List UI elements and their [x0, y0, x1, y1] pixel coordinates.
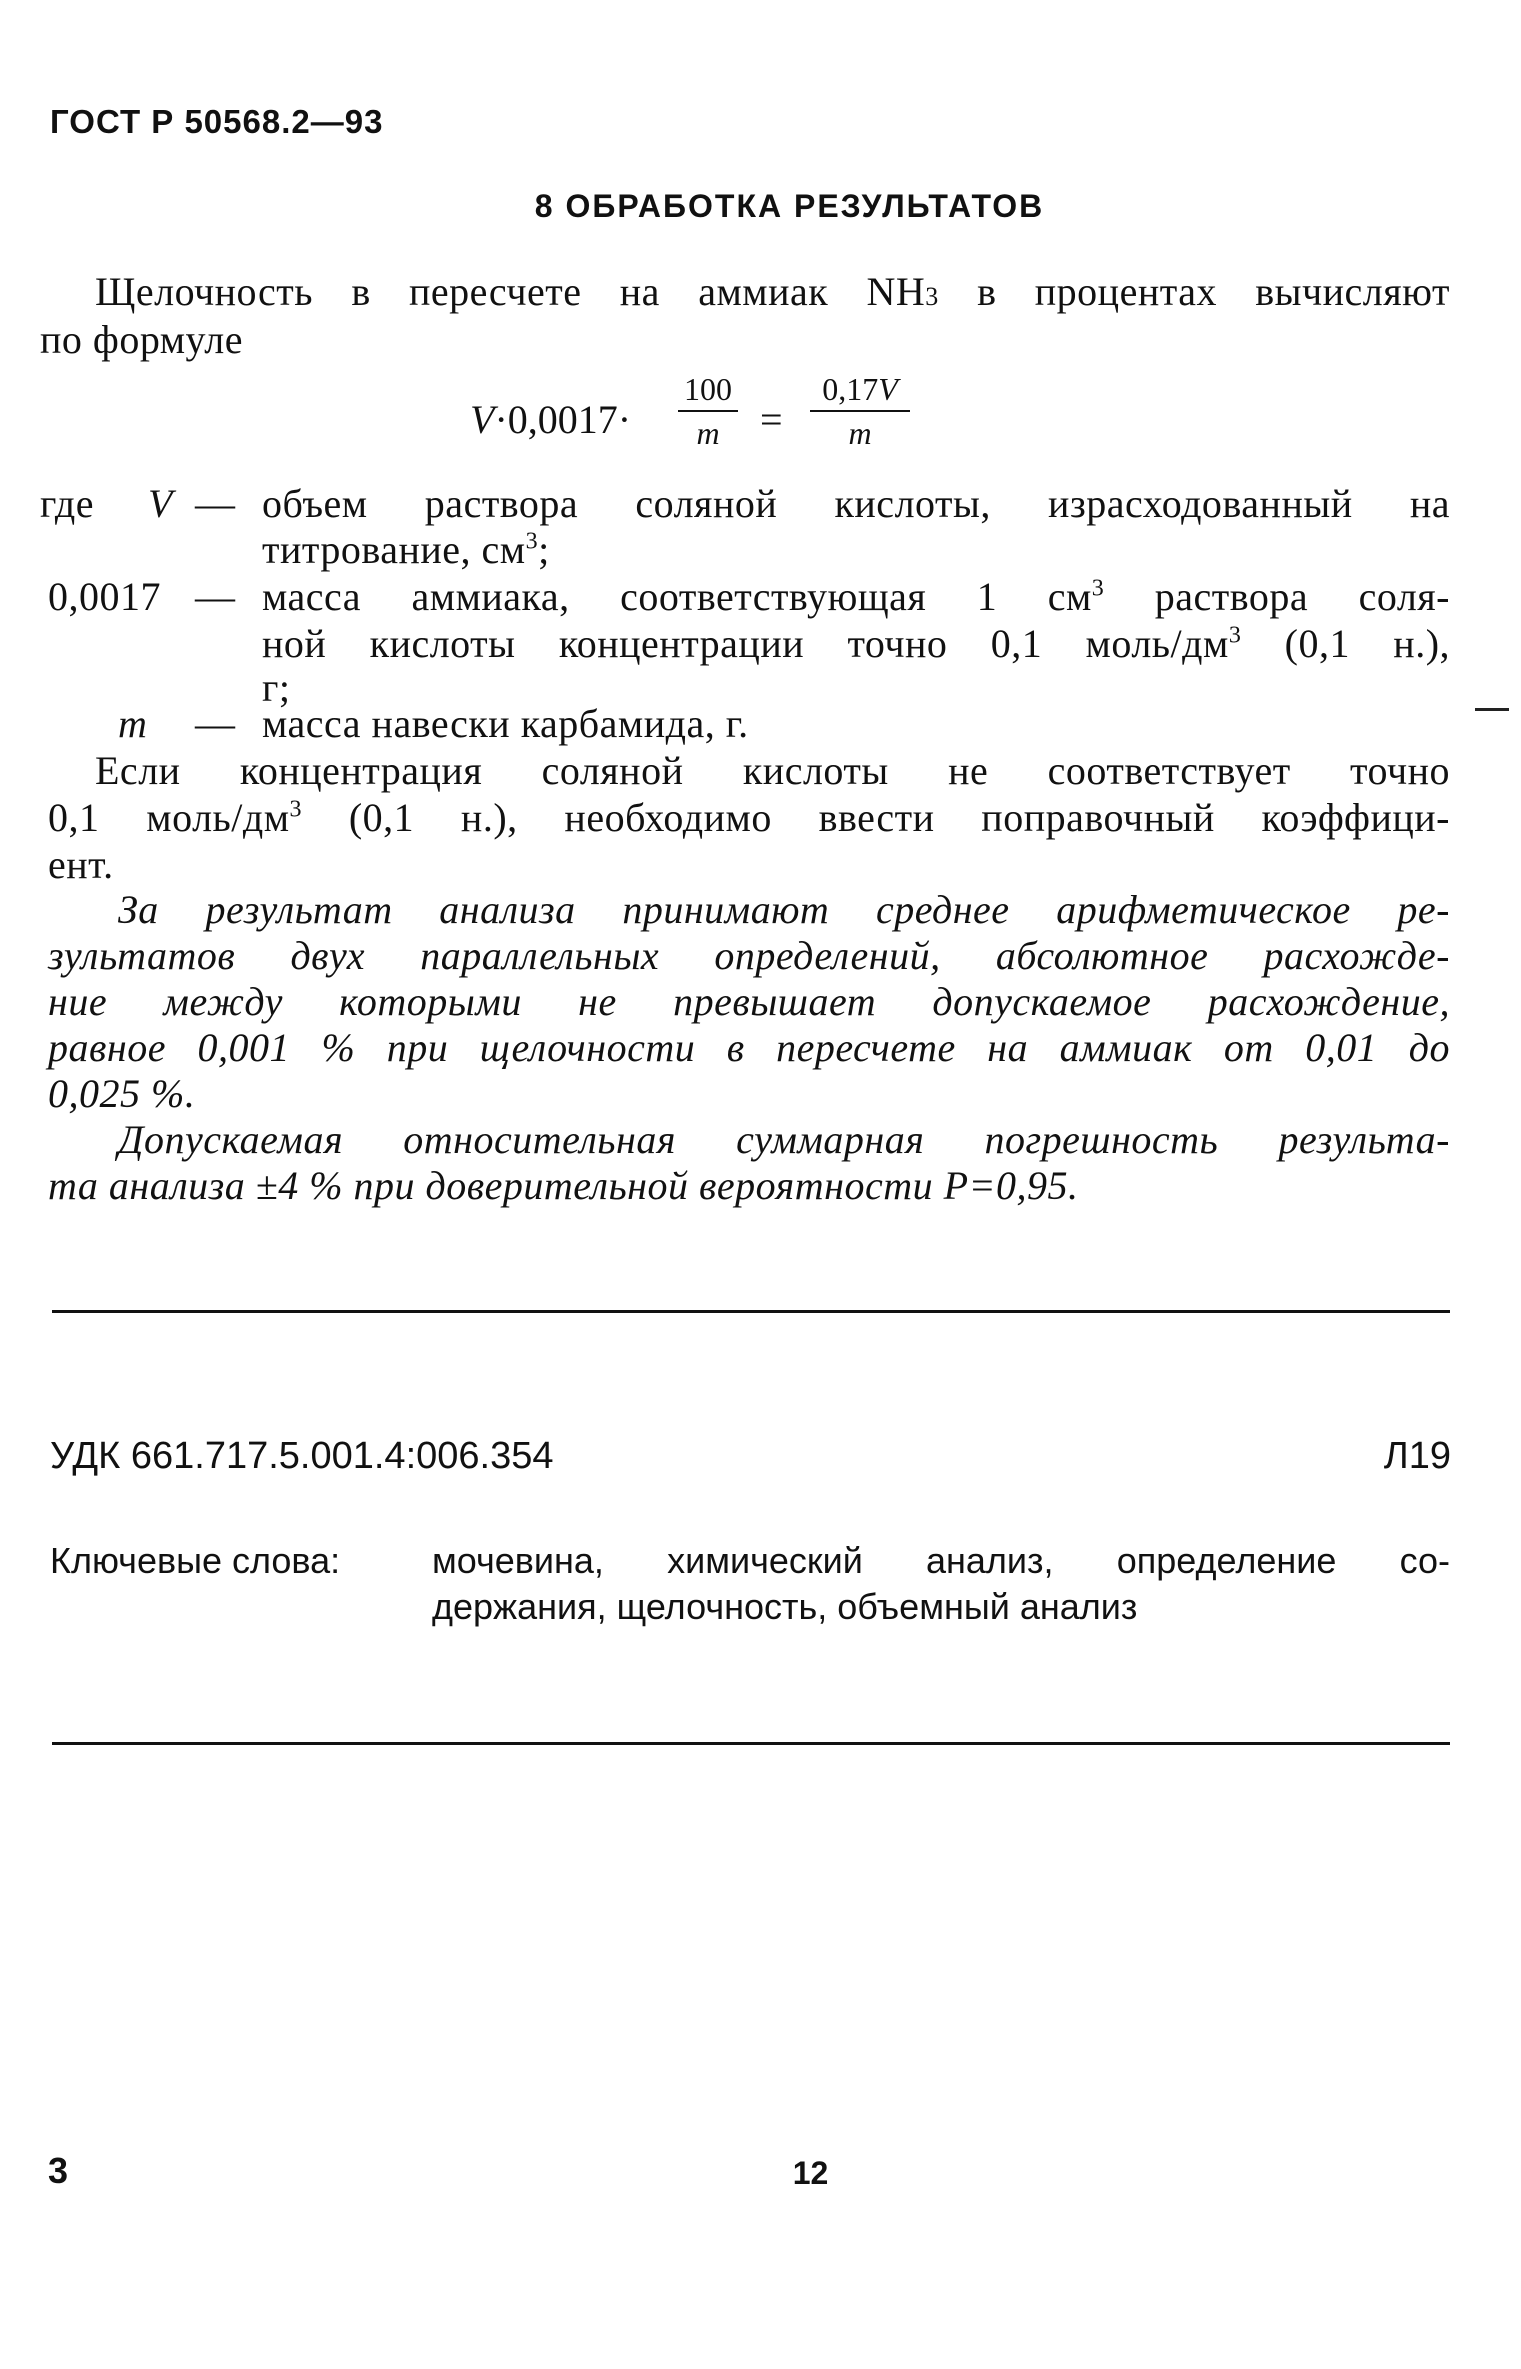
- result-line-1: За результат анализа принимают среднее арифметическое ре-: [118, 887, 1450, 932]
- udk-code: УДК 661.717.5.001.4:006.354: [50, 1435, 554, 1477]
- v-definition-line-1: объем раствора соляной кислоты, израсходованный на: [262, 481, 1450, 526]
- fraction-1-numerator: 100: [684, 371, 732, 407]
- constant-dash: —: [195, 574, 236, 619]
- formula-lhs: V·0,0017·: [470, 397, 632, 442]
- divider-top: [52, 1310, 1450, 1313]
- v-symbol: V: [148, 481, 173, 526]
- correction-line-3: ент.: [48, 842, 114, 887]
- error-line-2: та анализа ±4 % при доверительной вероятности P=0,95.: [48, 1163, 1079, 1208]
- correction-line-1: Если концентрация соляной кислоты не соответствует точно: [95, 748, 1450, 793]
- fraction-2-denominator: m: [848, 415, 872, 451]
- v-dash: —: [195, 481, 236, 526]
- keywords-label: Ключевые слова:: [50, 1540, 341, 1581]
- v-definition-line-2: титрование, $см^3$;: [262, 527, 550, 572]
- alkalinity-formula: [470, 370, 950, 470]
- error-line-1: Допускаемая относительная суммарная погрешность результа-: [118, 1117, 1450, 1162]
- m-definition: масса навески карбамида, г.: [262, 701, 749, 746]
- standard-code: ГОСТ Р 50568.2—93: [50, 103, 384, 140]
- divider-bottom: [52, 1742, 1450, 1745]
- corner-mark: 3: [48, 2150, 69, 2191]
- m-dash: —: [195, 701, 236, 746]
- page-number: 12: [792, 2155, 829, 2191]
- keywords-line-2: держания, щелочность, объемный анализ: [432, 1586, 1138, 1627]
- section-title: 8 ОБРАБОТКА РЕЗУЛЬТАТОВ: [534, 188, 1045, 224]
- constant-symbol: 0,0017: [48, 574, 161, 619]
- result-line-5: 0,025 %.: [48, 1071, 196, 1116]
- result-line-4: равное 0,001 % при щелочности в пересчете на аммиак от 0,01 до: [48, 1025, 1450, 1070]
- margin-dash: [1475, 708, 1509, 711]
- keywords-line-1: мочевина, химический анализ, определение со-: [432, 1540, 1450, 1581]
- formula-equals: =: [760, 397, 783, 442]
- m-symbol: m: [118, 701, 148, 746]
- constant-definition-line-3: г;: [262, 665, 291, 710]
- result-line-3: ние между которыми не превышает допускаемое расхождение,: [48, 979, 1450, 1024]
- formula-fraction-1: [678, 370, 738, 452]
- formula-fraction-2: [810, 370, 910, 452]
- where-label: где: [40, 481, 95, 526]
- constant-definition-line-2: ной кислоты концентрации точно 0,1 моль/$дм^3$ (0,1 н.),: [262, 621, 1451, 666]
- correction-line-2: 0,1 моль/$дм^3$ (0,1 н.), необходимо ввести поправочный коэффици-: [48, 795, 1450, 840]
- fraction-2-numerator: 0,17V: [822, 371, 898, 407]
- fraction-1-denominator: m: [696, 415, 720, 451]
- group-code: Л19: [1383, 1435, 1451, 1477]
- result-line-2: зультатов двух параллельных определений, абсолютное расхожде-: [48, 933, 1450, 978]
- intro-line-1: Щелочность в пересчете на аммиак NH3 в процентах вычисляют: [95, 269, 1450, 314]
- intro-line-2: по формуле: [40, 317, 243, 362]
- constant-definition-line-1: масса аммиака, соответствующая 1 $см^3$ раствора соля-: [262, 574, 1451, 619]
